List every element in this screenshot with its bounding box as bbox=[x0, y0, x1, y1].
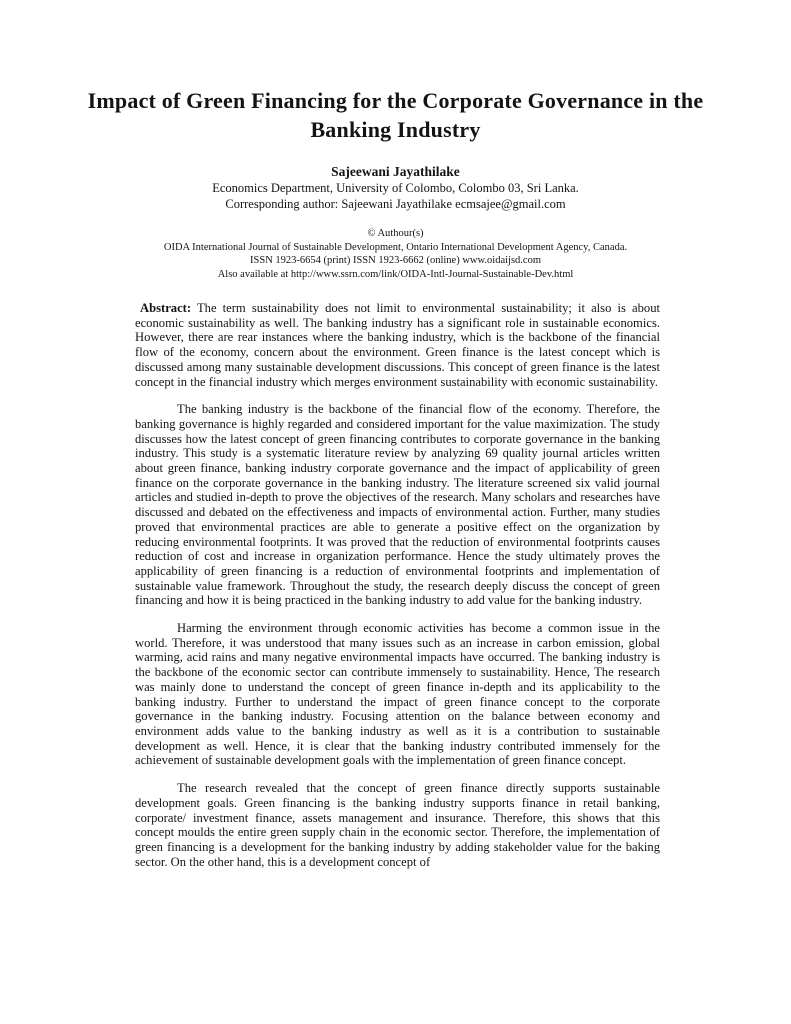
journal-line: OIDA International Journal of Sustainable Development, Ontario International Development Agency, Canada. bbox=[163, 241, 628, 253]
body-paragraph-3: The research revealed that the concept of green finance directly supports sustainable development goals. Green financing is the banking industry supports finance in retail banking, corporate/ investment finance, assets management and insurance. Therefore, this shows that this concept moulds the entire green supply chain in the economic sector. Therefore, the implementation of green financing is a development for the banking industry by adding stakeholder value for the baking sector. On the other hand, this is a development concept of bbox=[135, 781, 660, 869]
abstract-paragraph bbox=[135, 301, 660, 389]
body-paragraph-2: Harming the environment through economic activities has become a common issue in the world. Therefore, it was understood that many issues such as an increase in carbon emission, global warming, acid rains and many negative environmental impacts have occurred. The banking industry is the backbone of the economic sector can contribute immensely to sustainability. Hence, The research was mainly done to understand the concept of green finance in-depth and its applicability to the banking industry. Further to understand the impact of green finance concept to the corporate governance in the banking industry. Focusing attention on the balance between economy and environment adds value to the banking industry as well as it is a contribution to sustainable development as well. Hence, it is clear that the banking industry contributed immensely for the achievement of sustainable development goals with the implementation of green finance concept. bbox=[135, 621, 660, 768]
copyright-line: © Authour(s) bbox=[367, 228, 424, 239]
author-affiliation: Economics Department, University of Colombo, Colombo 03, Sri Lanka. bbox=[212, 181, 579, 195]
abstract-label: Abstract: bbox=[140, 301, 192, 315]
abstract-text: The term sustainability does not limit to environmental sustainability; it also is about economic sustainability as well. The banking industry has a significant role in sustainable economics. However, there are rear instances where the banking industry, which is the backbone of the financial flow of the economy, concern about the environment. Green finance is the latest concept which is discussed among many sustainable development discussions. This concept of green finance is the latest concept in the financial industry which merges environment sustainability with economic sustainability. bbox=[135, 301, 660, 389]
author-block bbox=[0, 164, 791, 212]
paper-title: Impact of Green Financing for the Corporate Governance in the Banking Industry bbox=[87, 88, 704, 142]
issn-line: ISSN 1923-6654 (print) ISSN 1923-6662 (online) www.oidaijsd.com bbox=[250, 255, 541, 266]
availability-line: Also available at http://www.ssrn.com/link/OIDA-Intl-Journal-Sustainable-Dev.html bbox=[217, 268, 574, 280]
corresponding-author-line: Corresponding author: Sajeewani Jayathilake ecmsajee@gmail.com bbox=[225, 197, 566, 211]
body-paragraph-1: The banking industry is the backbone of the financial flow of the economy. Therefore, the banking governance is highly regarded and considered important for the value maximization. The study discusses how the latest concept of green financing contributes to corporate governance in the banking industry. This study is a systematic literature review by analyzing 69 quality journal articles written about green finance, banking industry corporate governance and the impact of applicability of green finance on the corporate governance in the banking industry. The literature screened six valid journal articles and studied in-depth to prove the objectives of the research. Many scholars and researches have discussed and debated on the effectiveness and impacts of environmental action. Further, many studies proved that environmental practices are able to generate a positive effect on the organization by reducing environmental footprints. It was proved that the reduction of environmental footprints causes reduction of cost and increase in organization performance. Hence the study ultimately proves the applicability of green financing is a reduction of environmental footprints and implementation of sustainable value framework. Throughout the study, the research deeply discuss the concept of green financing and how it is being practiced in the banking industry to add value for the banking industry. bbox=[135, 402, 660, 608]
imprint-block bbox=[0, 227, 791, 281]
abstract-body bbox=[135, 301, 660, 869]
author-name: Sajeewani Jayathilake bbox=[331, 164, 460, 179]
